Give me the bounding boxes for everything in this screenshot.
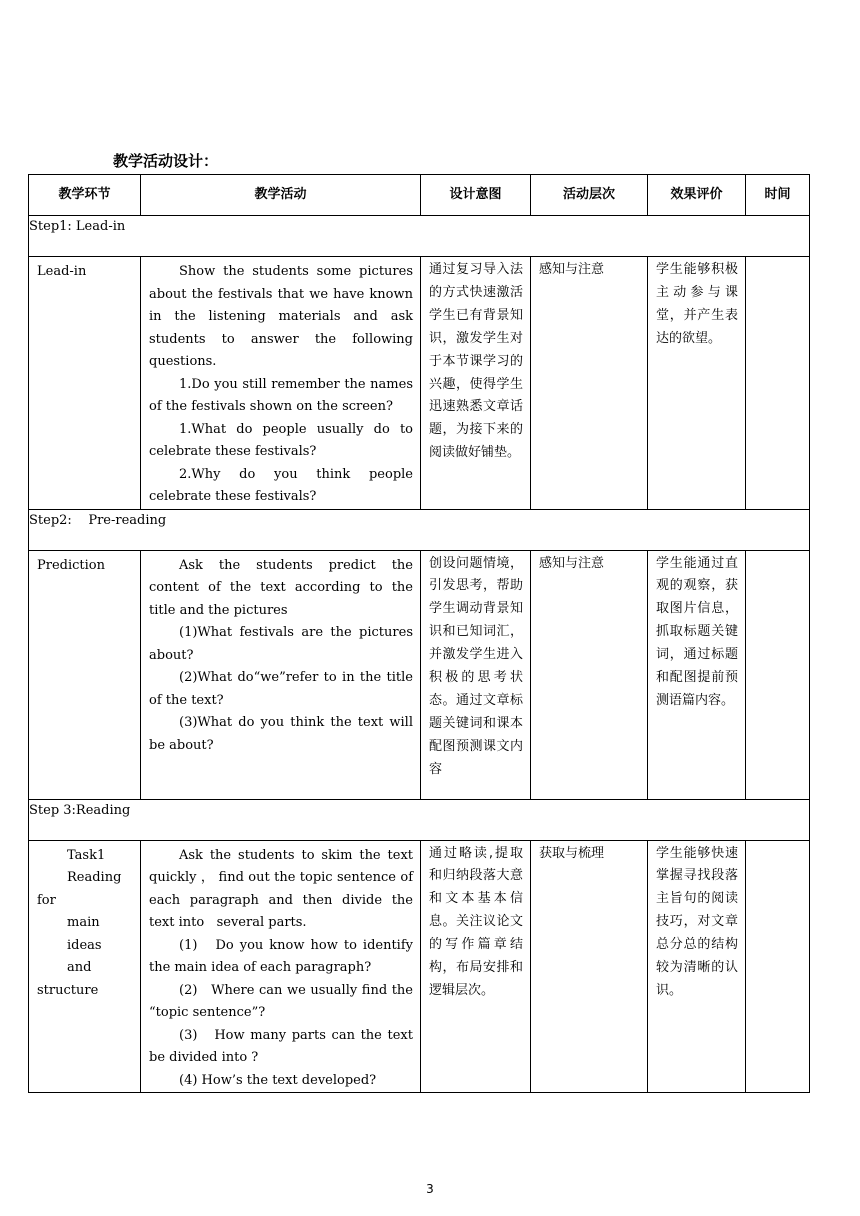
header-stage: 教学环节 [29,175,141,216]
activity-text: 1.What do people usually do to celebrate these festivals? [149,421,413,459]
activity-text: (1)What festivals are the pictures about? [149,625,413,663]
activity-text: (3) How many parts can the text be divided into ? [149,1027,413,1065]
activity-text: (4) How’s the text developed? [179,1072,377,1088]
activity-text: 1.Do you still remember the names of the festivals shown on the screen? [149,376,413,414]
level-prediction: 感知与注意 [539,555,605,571]
header-evaluation: 效果评价 [648,175,746,216]
evaluation-leadin: 学生能够积极主动参与课堂，并产生表达的欲望。 [656,262,738,346]
stage-line: Reading [67,870,122,885]
intent-leadin: 通过复习导入法的方式快速激活学生已有背景知识，激发学生对于本节课学习的兴趣，使得学生迅速熟悉文章话题，为接下来的阅读做好铺垫。 [429,262,523,461]
step1-label: Step1: Lead-in [29,216,810,257]
step-row [29,509,810,550]
evaluation-task1: 学生能够快速掌握寻找段落主旨句的阅读技巧，对文章总分总的结构较为清晰的认识。 [656,845,738,998]
page-number: 3 [426,1182,434,1196]
stage-line: and [67,960,92,975]
step3-label: Step 3:Reading [29,799,810,840]
activity-task1 [141,841,420,1093]
step-row [29,799,810,840]
activity-text: Ask the students predict the content of the text according to the title and the pictures [149,557,413,618]
lesson-plan-table [28,174,810,1093]
time-leadin [746,257,810,510]
time-task1 [746,840,810,1093]
header-level: 活动层次 [531,175,648,216]
stage-line: Task1 [67,847,106,863]
stage-line: for [37,892,56,908]
table-header-row [29,175,810,216]
activity-leadin [141,257,420,509]
activity-text: (2) Where can we usually find the “topic sentence”? [149,982,413,1020]
activity-prediction [141,551,420,758]
section-heading: 教学活动设计： [113,152,219,170]
step2-label: Step2: Pre-reading [29,509,810,550]
table-row [29,550,810,799]
step-row [29,216,810,257]
activity-text: 2.Why do you think people celebrate these festivals? [149,466,413,504]
header-activity: 教学活动 [141,175,421,216]
intent-prediction: 创设问题情境，引发思考，帮助学生调动背景知识和已知词汇，并激发学生进入积极的思考状态。通过文章标题关键词和课本配图预测课文内容 [429,555,523,777]
stage-prediction: Prediction [37,557,105,573]
activity-text: (1) Do you know how to identify the main idea of each paragraph? [149,937,413,975]
activity-text: (3)What do you think the text will be about? [149,715,413,753]
evaluation-prediction: 学生能通过直观的观察，获取图片信息，抓取标题关键词，通过标题和配图提前预测语篇内容。 [656,555,738,708]
table-row [29,257,810,510]
header-intent: 设计意图 [421,175,531,216]
activity-text: Ask the students to skim the text quickly ， find out the topic sentence of each paragraph and then divide the text into several parts. [149,847,413,930]
activity-text: (2)What do“we”refer to in the title of the text? [149,670,413,708]
time-prediction [746,550,810,799]
stage-line: structure [37,982,99,998]
stage-task1 [29,841,140,1003]
stage-leadin: Lead-in [37,264,87,279]
stage-line: main ideas [67,915,102,953]
header-time: 时间 [746,175,810,216]
intent-task1: 通过略读,提取和归纳段落大意和文本基本信息。关注议论文的写作篇章结构，布局安排和逻辑层次。 [429,845,523,998]
activity-text: Show the students some pictures about the festivals that we have known in the listening materials and ask students to answer the following questions. [149,264,413,369]
table-row [29,840,810,1093]
level-task1: 获取与梳理 [539,845,605,861]
level-leadin: 感知与注意 [539,262,605,277]
